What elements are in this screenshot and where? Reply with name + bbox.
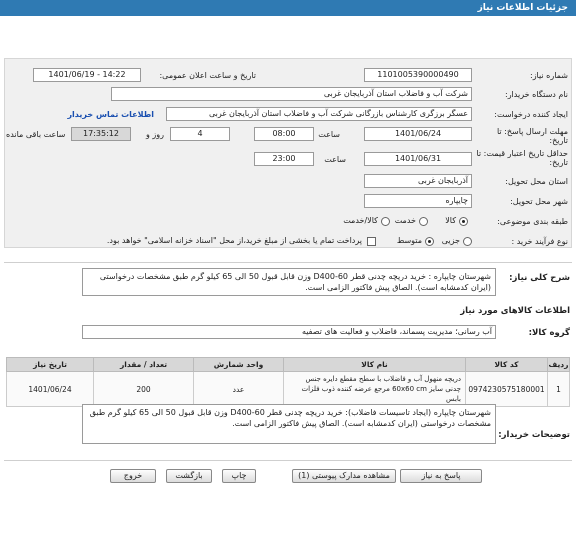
divider xyxy=(4,460,572,461)
col-name: نام کالا xyxy=(284,358,466,372)
category-radio-service[interactable] xyxy=(419,217,428,226)
validity-hour-label: ساعت xyxy=(324,155,346,164)
col-code: کد کالا xyxy=(466,358,548,372)
back-button[interactable]: بازگشت xyxy=(166,469,212,483)
treasury-payment-note: پرداخت تمام یا بخشی از مبلغ خرید،از محل "اسناد خزانه اسلامی" خواهد بود. xyxy=(106,236,362,245)
goods-table-header xyxy=(7,358,570,372)
city-label: شهر محل تحویل: xyxy=(510,197,568,206)
buyer-label: نام دستگاه خریدار: xyxy=(505,90,568,99)
category-option-goods: کالا xyxy=(445,216,456,225)
goods-table xyxy=(6,357,570,407)
category-option-service: خدمت xyxy=(394,216,416,225)
need-number-label: شماره نیاز: xyxy=(530,71,568,80)
city-field: چایپاره xyxy=(364,194,472,208)
col-index: ردیف xyxy=(548,358,570,372)
exit-button[interactable]: خروج xyxy=(110,469,156,483)
remaining-days-field: 4 xyxy=(170,127,230,141)
buyer-notes-label: توضیحات خریدار: xyxy=(498,430,570,440)
process-label: نوع فرآیند خرید : xyxy=(511,237,568,246)
buyer-contact-link[interactable]: اطلاعات تماس خریدار xyxy=(67,110,154,119)
treasury-payment-checkbox[interactable] xyxy=(367,237,376,246)
category-radio-goods[interactable] xyxy=(459,217,468,226)
deadline-label: مهلت ارسال پاسخ: تا تاریخ: xyxy=(496,127,568,145)
summary-text: شهرستان چایپاره : خرید دریچه چدنی قطر D400-60 وزن قابل قبول 50 الی 65 کیلو گرم طبق مشخصات درخواستی (ایران کدمشابه است). الصاق پیش فاکتور الزامی است. xyxy=(82,268,496,296)
col-date: تاریخ نیاز xyxy=(7,358,94,372)
deadline-hour-label: ساعت xyxy=(318,130,340,139)
process-radio-medium[interactable] xyxy=(425,237,434,246)
goods-group-label: گروه کالا: xyxy=(528,328,570,338)
province-label: استان محل تحویل: xyxy=(505,177,568,186)
process-option-minor: جزیی xyxy=(441,236,460,245)
row-name: دریچه منهول آب و فاضلاب با سطح مقطع دایره جنس چدنی سایز 60x60 cm مرجع عرضه کننده ذوب فلزات بابس xyxy=(284,372,466,407)
page-title: جزئیات اطلاعات نیاز xyxy=(477,3,568,13)
row-qty: 200 xyxy=(94,372,194,407)
row-date: 1401/06/24 xyxy=(7,372,94,407)
category-label: طبقه بندی موضوعی: xyxy=(497,217,568,226)
row-index: 1 xyxy=(548,372,570,407)
process-option-medium: متوسط xyxy=(396,236,422,245)
announce-field: 1401/06/19 - 14:22 xyxy=(33,68,141,82)
category-radio-goods-service[interactable] xyxy=(381,217,390,226)
validity-date-field: 1401/06/31 xyxy=(364,152,472,166)
goods-section-title: اطلاعات کالاهای مورد نیاز xyxy=(460,306,570,316)
process-radio-minor[interactable] xyxy=(463,237,472,246)
view-attachments-button[interactable]: مشاهده مدارک پیوستی (1) xyxy=(292,469,396,483)
summary-label: شرح کلی نیاز: xyxy=(509,273,570,283)
days-label: روز و xyxy=(146,130,164,139)
creator-label: ایجاد کننده درخواست: xyxy=(494,110,568,119)
category-option-goods-service: کالا/خدمت xyxy=(343,216,378,225)
buyer-field: شرکت آب و فاضلاب استان آذربایجان غربی xyxy=(111,87,472,101)
divider xyxy=(4,262,572,263)
province-field: آذربایجان غربی xyxy=(364,174,472,188)
validity-hour-field: 23:00 xyxy=(254,152,314,166)
table-row xyxy=(7,372,570,407)
buyer-notes-text: شهرستان چایپاره (ایجاد تاسیسات فاضلاب): خرید دریچه چدنی قطر D400-60 وزن قابل قبول 50 الی 65 کیلو گرم طبق مشخصات درخواستی (ایران کدمشابه است). الصاق پیش فاکتور الزامی است. xyxy=(82,404,496,444)
row-code: 0974230575180001 xyxy=(466,372,548,407)
print-button[interactable]: چاپ xyxy=(222,469,256,483)
page-header xyxy=(0,0,576,16)
announce-label: تاریخ و ساعت اعلان عمومی: xyxy=(159,71,256,80)
need-number-field: 1101005390000490 xyxy=(364,68,472,82)
creator-field: عسگر برزگری کارشناس بازرگانی شرکت آب و فاضلاب استان آذربایجان غربی xyxy=(166,107,472,121)
remaining-time-field: 17:35:12 xyxy=(71,127,131,141)
col-qty: تعداد / مقدار xyxy=(94,358,194,372)
deadline-hour-field: 08:00 xyxy=(254,127,314,141)
goods-group-field: آب رسانی؛ مدیریت پسماند، فاضلاب و فعالیت های تصفیه xyxy=(82,325,496,339)
row-unit: عدد xyxy=(194,372,284,407)
col-unit: واحد شمارش xyxy=(194,358,284,372)
deadline-date-field: 1401/06/24 xyxy=(364,127,472,141)
remaining-time-label: ساعت باقی مانده xyxy=(6,130,66,139)
validity-label: حداقل تاریخ اعتبار قیمت: تا تاریخ: xyxy=(476,149,568,167)
reply-button[interactable]: پاسخ به نیاز xyxy=(400,469,482,483)
